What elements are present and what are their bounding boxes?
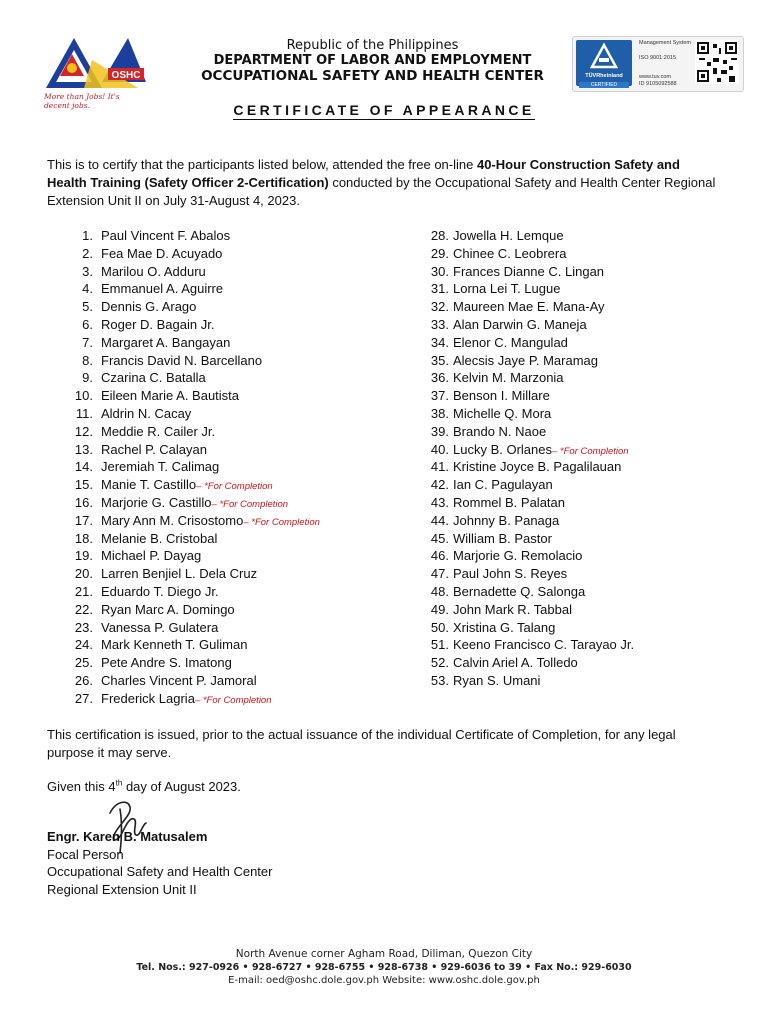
badge-iso: ISO 9001:2015 xyxy=(639,55,677,61)
participant-number: 18. xyxy=(74,530,93,546)
participant-number: 9. xyxy=(82,370,93,386)
participant-number: 10. xyxy=(74,388,93,404)
participant-name: Paul Vincent F. Abalos xyxy=(101,228,231,243)
participant-name: Maureen Mae E. Mana-Ay xyxy=(453,299,605,315)
participant-name: Rommel B. Palatan xyxy=(453,494,565,510)
participant-number: 29. xyxy=(430,245,449,261)
participant-number: 52. xyxy=(430,655,449,671)
participant-item xyxy=(404,494,744,512)
participant-item xyxy=(404,636,744,654)
participant-item xyxy=(47,494,407,512)
completion-note: – *For Completion xyxy=(194,694,272,706)
participant-number: 11. xyxy=(75,405,93,421)
certification-badge xyxy=(572,36,744,92)
participant-item xyxy=(404,547,744,565)
participant-item xyxy=(404,672,744,690)
participant-item xyxy=(404,245,744,263)
participant-name: Eileen Marie A. Bautista xyxy=(101,388,240,404)
participant-number: 39. xyxy=(430,423,449,439)
participant-number: 7. xyxy=(82,334,93,350)
participant-item xyxy=(404,530,744,548)
participant-name: Mark Kenneth T. Guliman xyxy=(101,637,248,653)
tuv-brand: TÜVRheinland xyxy=(585,73,623,79)
participant-name: Melanie B. Cristobal xyxy=(101,530,218,546)
participant-name: Larren Benjiel L. Dela Cruz xyxy=(101,566,258,582)
participant-number: 38. xyxy=(430,405,449,421)
participant-item xyxy=(404,263,744,281)
participant-name: Pete Andre S. Imatong xyxy=(101,655,232,671)
intro-paragraph: This is to certify that the participants listed below, attended the free on-line 40-Hour Construction Safety and Health Training (Safety Officer 2-Certification) conducted by the Occupational Safety and Health Center Regional Extension Unit II on July 31-August 4, 2023. xyxy=(47,157,716,208)
participant-number: 37. xyxy=(430,388,449,404)
participant-number: 2. xyxy=(82,245,93,261)
signatory-office: Occupational Safety and Health Center xyxy=(47,864,273,879)
participant-name: John Mark R. Tabbal xyxy=(453,601,572,617)
participant-name: Lucky B. Orlanes xyxy=(453,441,552,457)
participant-item xyxy=(47,690,407,708)
participant-item xyxy=(404,369,744,387)
participant-item xyxy=(404,387,744,405)
participant-number: 42. xyxy=(430,477,449,493)
participant-name: Manie T. Castillo xyxy=(101,477,197,493)
participant-item xyxy=(47,245,407,263)
participant-number: 13. xyxy=(74,441,93,457)
participant-name: Margaret A. Bangayan xyxy=(101,334,231,350)
participant-number: 8. xyxy=(82,352,93,368)
participant-name: Kristine Joyce B. Pagalilauan xyxy=(453,459,622,475)
participant-item xyxy=(47,530,407,548)
participant-item xyxy=(47,387,407,405)
participant-item xyxy=(404,227,744,245)
footer-telephone: Tel. Nos.: 927-0926 • 928-6727 • 928-6755 • 928-6738 • 929-6036 to 39 • Fax No.: 929-6030 xyxy=(136,962,632,973)
participant-item xyxy=(404,405,744,423)
participant-number: 40. xyxy=(430,441,449,457)
participant-name: Ryan S. Umani xyxy=(453,672,541,688)
participant-number: 17. xyxy=(74,512,93,528)
header-department: DEPARTMENT OF LABOR AND EMPLOYMENT xyxy=(213,53,532,68)
participant-number: 26. xyxy=(74,672,93,688)
participant-name: Mary Ann M. Crisostomo xyxy=(101,512,244,528)
participant-number: 12. xyxy=(74,423,93,439)
footer-contact: E-mail: oed@oshc.dole.gov.ph Website: www.oshc.dole.gov.ph xyxy=(228,975,540,986)
closing-paragraph: This certification is issued, prior to the actual issuance of the individual Certificate of Completion, for any legal purpose it may serve. xyxy=(47,727,676,760)
signatory-block xyxy=(47,828,272,898)
signatory-unit: Regional Extension Unit II xyxy=(47,881,197,897)
badge-system: Management System xyxy=(639,40,691,46)
participant-item xyxy=(47,280,407,298)
participant-number: 23. xyxy=(74,619,93,635)
signatory-name: Engr. Karen B. Matusalem xyxy=(47,829,208,844)
given-date: Given this 4th day of August 2023. xyxy=(47,778,241,794)
participant-name: Rachel P. Calayan xyxy=(101,441,207,457)
participant-name: Alecsis Jaye P. Maramag xyxy=(453,352,598,368)
participant-name: Michael P. Dayag xyxy=(101,548,202,564)
participant-number: 43. xyxy=(430,494,449,510)
participant-name: Elenor C. Mangulad xyxy=(453,334,568,350)
participant-item xyxy=(47,565,407,583)
participant-number: 1. xyxy=(82,228,93,243)
participant-name: Emmanuel A. Aguirre xyxy=(101,281,224,297)
completion-note: – *For Completion xyxy=(552,445,629,457)
badge-site: www.tuv.com xyxy=(639,74,671,80)
participant-name: Marilou O. Adduru xyxy=(101,263,206,279)
tuv-logo xyxy=(576,40,632,86)
header-republic: Republic of the Philippines xyxy=(286,38,459,53)
participant-name: Benson I. Millare xyxy=(453,388,550,404)
logo-tagline: More than Jobs! It's decent jobs. xyxy=(44,92,120,110)
participant-item xyxy=(404,583,744,601)
participant-name: Dennis G. Arago xyxy=(101,299,197,315)
participant-item xyxy=(47,227,407,245)
participant-number: 16. xyxy=(74,494,93,510)
participant-item xyxy=(47,369,407,387)
participant-number: 53. xyxy=(430,672,449,688)
participant-name: Johnny B. Panaga xyxy=(453,512,560,528)
participant-number: 35. xyxy=(430,352,449,368)
participant-item xyxy=(404,352,744,370)
document-title: CERTIFICATE OF APPEARANCE xyxy=(233,102,535,118)
participant-item xyxy=(404,280,744,298)
qr-code-icon xyxy=(695,40,739,84)
participant-name: William B. Pastor xyxy=(453,530,552,546)
participant-number: 28. xyxy=(430,228,449,243)
participant-name: Chinee C. Leobrera xyxy=(453,245,567,261)
participant-number: 44. xyxy=(430,512,449,528)
participant-item xyxy=(47,583,407,601)
participant-number: 32. xyxy=(430,299,449,315)
participant-item xyxy=(404,298,744,316)
completion-note: – *For Completion xyxy=(196,481,273,493)
participant-item xyxy=(47,476,407,494)
participant-name: Bernadette Q. Salonga xyxy=(453,583,586,599)
participant-item xyxy=(404,512,744,530)
participant-item xyxy=(47,263,407,281)
participant-number: 46. xyxy=(430,548,449,564)
participant-item xyxy=(404,316,744,334)
participant-name: Charles Vincent P. Jamoral xyxy=(101,672,257,688)
participant-name: Kelvin M. Marzonia xyxy=(453,370,564,386)
participant-name: Marjorie G. Castillo xyxy=(101,494,212,510)
participant-name: Marjorie G. Remolacio xyxy=(453,548,583,564)
participant-list-right xyxy=(404,227,744,690)
participant-name: Xristina G. Talang xyxy=(453,619,556,635)
participant-list-left xyxy=(47,227,407,708)
participant-name: Alan Darwin G. Maneja xyxy=(453,316,587,332)
participant-item xyxy=(404,441,744,459)
participant-item xyxy=(47,654,407,672)
participant-number: 45. xyxy=(430,530,449,546)
participant-name: Jowella H. Lemque xyxy=(453,228,564,243)
participant-number: 51. xyxy=(430,637,449,653)
participant-number: 25. xyxy=(74,655,93,671)
participant-name: Ryan Marc A. Domingo xyxy=(101,601,235,617)
participant-item xyxy=(47,334,407,352)
participant-name: Eduardo T. Diego Jr. xyxy=(101,583,219,599)
signatory-position: Focal Person xyxy=(47,846,124,862)
participant-number: 19. xyxy=(74,548,93,564)
participant-item xyxy=(47,441,407,459)
participant-number: 27. xyxy=(74,690,93,706)
participant-item xyxy=(404,334,744,352)
participant-number: 48. xyxy=(430,583,449,599)
participant-item xyxy=(47,423,407,441)
participant-item xyxy=(404,476,744,494)
participant-name: Fea Mae D. Acuyado xyxy=(101,245,223,261)
participant-name: Jeremiah T. Calimag xyxy=(101,459,220,475)
participant-number: 47. xyxy=(430,566,449,582)
participant-name: Ian C. Pagulayan xyxy=(453,477,553,493)
participant-item xyxy=(47,636,407,654)
badge-id: ID 9105092588 xyxy=(639,81,677,87)
participant-item xyxy=(47,601,407,619)
participant-item xyxy=(404,619,744,637)
participant-number: 6. xyxy=(82,316,93,332)
participant-number: 24. xyxy=(74,637,93,653)
page-footer xyxy=(0,948,768,987)
participant-name: Keeno Francisco C. Tarayao Jr. xyxy=(453,637,635,653)
participant-name: Frances Dianne C. Lingan xyxy=(453,263,605,279)
participant-item xyxy=(404,565,744,583)
participant-number: 36. xyxy=(430,370,449,386)
participant-number: 14. xyxy=(74,459,93,475)
header-center: OCCUPATIONAL SAFETY AND HEALTH CENTER xyxy=(201,68,544,84)
participant-number: 5. xyxy=(82,299,93,315)
participant-number: 34. xyxy=(430,334,449,350)
participant-name: Brando N. Naoe xyxy=(453,423,547,439)
completion-note: – *For Completion xyxy=(243,516,320,528)
participant-item xyxy=(47,619,407,637)
agency-header xyxy=(185,38,560,84)
participant-number: 41. xyxy=(430,459,449,475)
participant-number: 31. xyxy=(430,281,449,297)
participant-number: 21. xyxy=(74,583,93,599)
participant-item xyxy=(47,547,407,565)
participant-number: 3. xyxy=(82,263,93,279)
participant-name: Calvin Ariel A. Tolledo xyxy=(453,655,578,671)
participant-item xyxy=(404,458,744,476)
participant-number: 30. xyxy=(430,263,449,279)
participant-number: 49. xyxy=(430,601,449,617)
participant-item xyxy=(47,405,407,423)
participant-item xyxy=(47,458,407,476)
participant-name: Francis David N. Barcellano xyxy=(101,352,263,368)
logo-text: OSHC xyxy=(111,70,141,81)
participant-number: 33. xyxy=(430,316,449,332)
participant-name: Czarina C. Batalla xyxy=(101,370,206,386)
completion-note: – *For Completion xyxy=(211,498,289,510)
footer-address: North Avenue corner Agham Road, Diliman, Quezon City xyxy=(235,948,533,960)
participant-item xyxy=(404,654,744,672)
participant-name: Meddie R. Cailer Jr. xyxy=(101,423,216,439)
participant-name: Aldrin N. Cacay xyxy=(101,405,192,421)
participant-number: 20. xyxy=(74,566,93,582)
participant-item xyxy=(47,298,407,316)
participant-item xyxy=(47,352,407,370)
participant-number: 15. xyxy=(74,477,93,493)
participant-item xyxy=(47,672,407,690)
participant-number: 22. xyxy=(74,601,93,617)
participant-item xyxy=(47,316,407,334)
participant-item xyxy=(404,423,744,441)
participant-number: 50. xyxy=(430,619,449,635)
participant-item xyxy=(404,601,744,619)
participant-name: Michelle Q. Mora xyxy=(453,405,552,421)
participant-name: Paul John S. Reyes xyxy=(453,566,568,582)
participant-number: 4. xyxy=(82,281,93,297)
participant-name: Vanessa P. Gulatera xyxy=(101,619,219,635)
participant-name: Frederick Lagria xyxy=(101,690,195,706)
participant-name: Roger D. Bagain Jr. xyxy=(101,316,215,332)
participant-name: Lorna Lei T. Lugue xyxy=(453,281,561,297)
participant-item xyxy=(47,512,407,530)
tuv-certified: CERTIFIED xyxy=(579,82,629,88)
